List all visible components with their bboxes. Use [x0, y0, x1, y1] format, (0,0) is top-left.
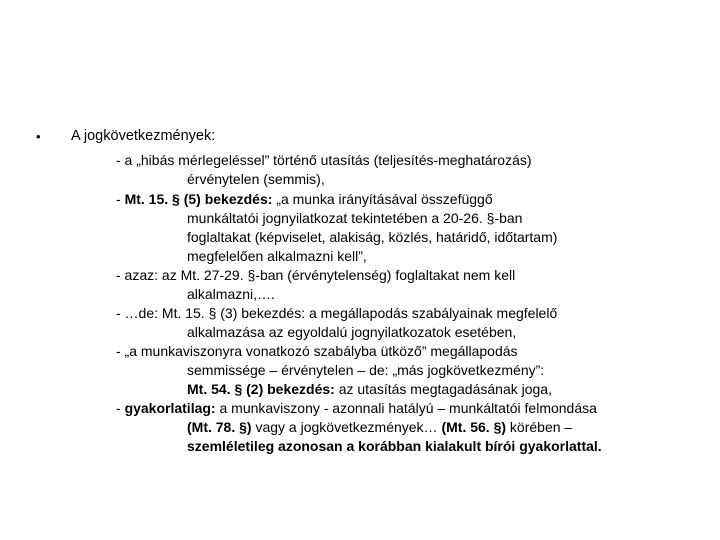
text-segment: vagy a jogkövetkezmények… — [251, 419, 442, 435]
text-segment: - …de: Mt. 15. § (3) bekezdés: a megállapodás szabályainak megfelelő — [116, 305, 558, 321]
text-segment: - — [116, 191, 125, 207]
bold-text-segment: (Mt. 56. §) — [441, 419, 507, 435]
line-gyakorlatilag-cont-2 — [187, 437, 602, 456]
bold-text-segment: gyakorlatilag: — [124, 400, 216, 416]
bullet-marker: • — [36, 129, 41, 144]
line-mt15-5-cont-1 — [187, 209, 522, 228]
line-hibas-merlegeles-cont — [187, 170, 325, 189]
text-segment: a munkaviszony - azonnali hatályú – munkáltatói felmondása — [215, 400, 597, 416]
text-segment: - azaz: az Mt. 27-29. §-ban (érvénytelenség) foglaltakat nem kell — [116, 267, 516, 283]
text-segment: megfelelően alkalmazni kell”, — [187, 248, 367, 264]
bold-text-segment: (Mt. 78. §) — [187, 419, 252, 435]
line-munkaviszonyra — [116, 342, 518, 361]
bold-text-segment: Mt. 15. § (5) bekezdés: — [124, 191, 273, 207]
line-mt15-5-cont-2 — [187, 228, 557, 247]
text-segment: körében – — [506, 419, 573, 435]
line-de-mt15-3 — [116, 304, 557, 323]
text-segment: alkalmazni,…. — [187, 286, 275, 302]
text-segment: - „a munkaviszonyra vonatkozó szabályba ütköző” megállapodás — [116, 343, 518, 359]
line-azaz — [116, 266, 515, 285]
heading: A jogkövetkezmények: — [71, 128, 216, 144]
text-segment: munkáltatói jognyilatkozat tekintetében a 20-26. §-ban — [187, 210, 523, 226]
text-segment: érvénytelen (semmis), — [187, 171, 325, 187]
text-segment: foglaltakat (képviselet, alakiság, közlés, határidő, időtartam) — [187, 229, 558, 245]
text-segment: az utasítás megtagadásának joga, — [334, 381, 552, 397]
text-segment: - — [116, 400, 125, 416]
line-gyakorlatilag — [116, 399, 597, 418]
line-mt15-5-cont-3 — [187, 247, 367, 266]
bold-text-segment: szemléletileg azonosan a korábban kialakult bírói gyakorlattal. — [187, 438, 602, 454]
line-azaz-cont — [187, 285, 275, 304]
line-gyakorlatilag-cont-1 — [187, 418, 572, 437]
line-munkaviszonyra-cont-2 — [187, 380, 552, 399]
bold-text-segment: Mt. 54. § (2) bekezdés: — [187, 381, 335, 397]
line-munkaviszonyra-cont-1 — [187, 361, 544, 380]
text-segment: „a munka irányításával összefüggő — [272, 191, 493, 207]
text-segment: semmissége – érvénytelen – de: „más jogkövetkezmény”: — [187, 362, 545, 378]
line-de-mt15-3-cont — [187, 323, 516, 342]
text-segment: alkalmazása az egyoldalú jognyilatkozatok esetében, — [187, 324, 517, 340]
line-mt15-5 — [116, 190, 493, 209]
text-segment: - a „hibás mérlegeléssel” történő utasítás (teljesítés-meghatározás) — [116, 152, 532, 168]
line-hibas-merlegeles — [116, 151, 532, 170]
